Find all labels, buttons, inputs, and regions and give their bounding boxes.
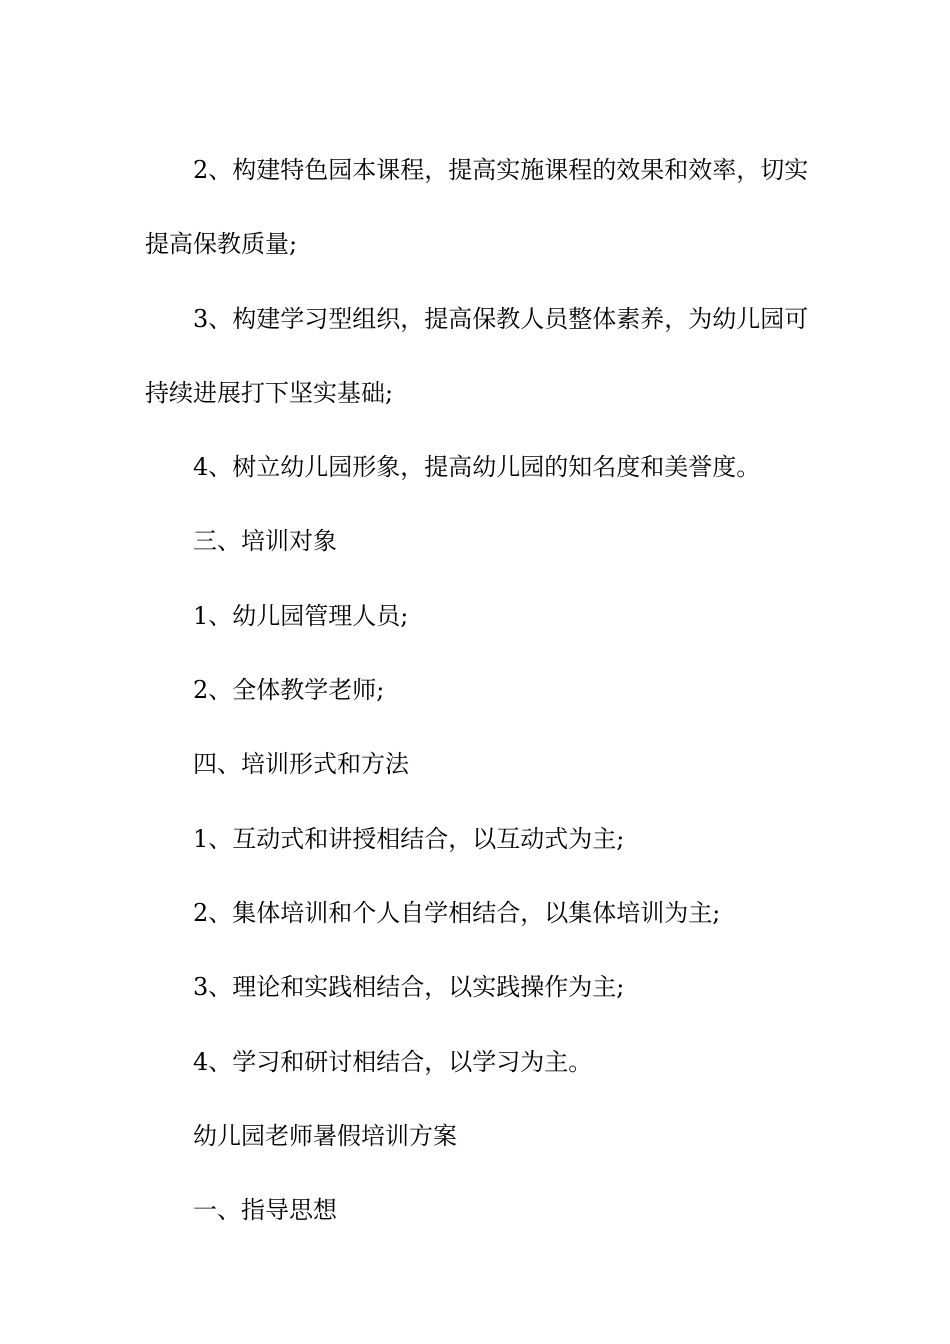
paragraph-goal-2-line-1: 2、构建特色园本课程，提高实施课程的效果和效率，切实 [193,156,809,184]
section-heading-guiding-ideology: 一、指导思想 [193,1196,337,1225]
document-body [145,133,809,1247]
list-item-method-3: 3、理论和实践相结合，以实践操作为主; [193,973,625,1002]
list-item-target-1: 1、幼儿园管理人员; [193,601,409,630]
list-item-target-2: 2、全体教学老师; [193,676,385,705]
document-title-summer-training-plan: 幼儿园老师暑假培训方案 [193,1121,457,1150]
section-heading-training-targets: 三、培训对象 [193,527,337,556]
list-item-method-1: 1、互动式和讲授相结合，以互动式为主; [193,824,625,853]
list-item-method-2: 2、集体培训和个人自学相结合，以集体培训为主; [193,898,721,927]
paragraph-goal-3-line-2: 持续进展打下坚实基础; [145,378,394,407]
list-item-method-4: 4、学习和研讨相结合，以学习为主。 [193,1047,593,1076]
section-heading-training-methods: 四、培训形式和方法 [193,750,409,779]
paragraph-goal-3-line-1: 3、构建学习型组织，提高保教人员整体素养，为幼儿园可 [193,304,809,333]
paragraph-goal-2-line-2: 提高保教质量; [145,230,298,259]
paragraph-goal-4: 4、树立幼儿园形象，提高幼儿园的知名度和美誉度。 [193,453,761,482]
